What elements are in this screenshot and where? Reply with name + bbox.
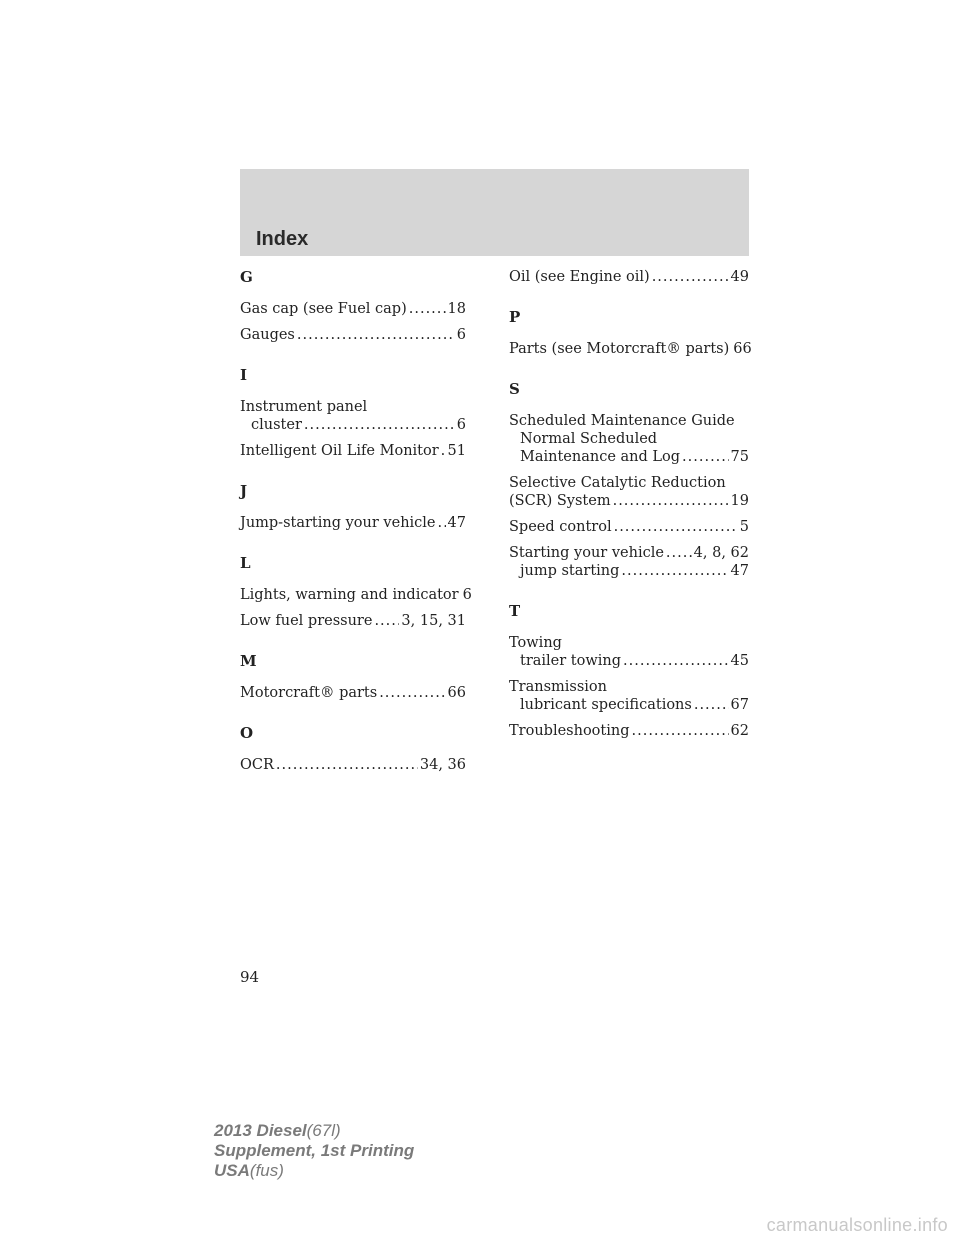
index-entry-label: Jump-starting your vehicle <box>240 515 436 531</box>
dot-leader <box>621 562 728 580</box>
index-entry-label: Intelligent Oil Life Monitor <box>240 443 439 459</box>
index-entry <box>240 514 466 532</box>
dot-leader <box>441 442 446 460</box>
index-entry <box>240 684 466 702</box>
index-entry <box>509 268 749 286</box>
index-entry <box>509 474 749 510</box>
index-entry-pages: 47 <box>447 515 466 531</box>
dot-leader <box>682 448 729 466</box>
index-entry-line <box>509 722 749 740</box>
index-entry-line <box>509 544 749 562</box>
index-entry <box>240 442 466 460</box>
index-entry <box>509 340 752 358</box>
index-entry-line <box>509 268 749 286</box>
index-entry-line <box>240 684 466 702</box>
index-entry-label: Motorcraft® parts <box>240 685 378 701</box>
index-entry-pages: 3, 15, 31 <box>401 613 466 629</box>
index-letter-heading: P <box>509 308 521 326</box>
index-entry-line <box>240 756 466 774</box>
index-letter-heading: J <box>240 482 248 500</box>
index-entry-pages: 18 <box>447 301 466 317</box>
index-entry-line <box>509 678 749 696</box>
dot-leader <box>276 756 418 774</box>
index-entry-label: Normal Scheduled <box>520 431 658 447</box>
index-letter-heading: S <box>509 380 520 398</box>
footer-market-code: (fus) <box>249 1161 284 1180</box>
index-entry-line <box>509 412 749 430</box>
index-entry-label: Scheduled Maintenance Guide <box>509 413 735 429</box>
index-entry-label: Lights, warning and indicator <box>240 587 459 603</box>
index-entry <box>240 586 472 604</box>
index-entry <box>240 612 466 630</box>
index-entry-pages: 34, 36 <box>419 757 466 773</box>
index-entry-pages: 49 <box>730 269 749 285</box>
index-entry-line <box>509 340 752 358</box>
index-entry-line <box>240 612 466 630</box>
index-entry-pages: 6 <box>462 587 472 603</box>
dot-leader <box>666 544 692 562</box>
index-entry <box>240 756 466 774</box>
index-entry-line <box>509 474 749 492</box>
index-entry-line <box>509 430 749 448</box>
print-footer <box>214 1121 414 1181</box>
index-entry-label: (SCR) System <box>509 493 611 509</box>
page-title: Index <box>256 228 309 250</box>
index-entry-label: cluster <box>251 417 302 433</box>
footer-market: USA <box>214 1161 250 1180</box>
page-number: 94 <box>240 968 260 986</box>
index-entry-line <box>509 652 749 670</box>
index-entry-pages: 66 <box>447 685 466 701</box>
index-entry-label: jump starting <box>520 563 620 579</box>
watermark[interactable]: carmanualsonline.info <box>766 1215 948 1235</box>
index-entry-label: OCR <box>240 757 274 773</box>
index-entry-pages: 66 <box>733 341 752 357</box>
index-letter-heading: M <box>240 652 257 670</box>
dot-leader <box>297 326 455 344</box>
index-entry-label: Instrument panel <box>240 399 368 415</box>
index-entry-line <box>240 586 472 604</box>
dot-leader <box>632 722 729 740</box>
index-letter-heading: I <box>240 366 248 384</box>
index-entry-label: Gas cap (see Fuel cap) <box>240 301 407 317</box>
index-entry-line <box>509 634 749 652</box>
index-entry-label: Parts (see Motorcraft® parts) <box>509 341 730 357</box>
dot-leader <box>623 652 729 670</box>
index-entry-label: Speed control <box>509 519 612 535</box>
index-entry-pages: 62 <box>730 723 749 739</box>
footer-printing: Supplement, 1st Printing <box>214 1141 415 1160</box>
index-letter-heading: L <box>240 554 251 572</box>
index-entry-pages: 6 <box>456 327 466 343</box>
dot-leader <box>374 612 399 630</box>
index-entry-label: Gauges <box>240 327 295 343</box>
index-entry-pages: 45 <box>730 653 749 669</box>
dot-leader <box>304 416 455 434</box>
index-entry-line <box>509 562 749 580</box>
index-entry-label: Selective Catalytic Reduction <box>509 475 726 491</box>
index-letter-heading: T <box>509 602 521 620</box>
index-entry-label: Low fuel pressure <box>240 613 373 629</box>
index-letter-heading: O <box>240 724 254 742</box>
index-entry <box>509 678 749 714</box>
index-entry-line <box>240 416 466 434</box>
index-entry-label: Maintenance and Log <box>520 449 681 465</box>
index-entry-line <box>240 326 466 344</box>
index-entry <box>509 634 749 670</box>
index-entry-label: lubricant specifications <box>520 697 692 713</box>
index-entry-pages: 67 <box>730 697 749 713</box>
index-entry-label: Troubleshooting <box>509 723 630 739</box>
index-entry <box>240 326 466 344</box>
index-entry-label: Oil (see Engine oil) <box>509 269 650 285</box>
index-entry <box>509 722 749 740</box>
dot-leader <box>379 684 445 702</box>
footer-code: (67l) <box>306 1121 341 1140</box>
index-entry-label: Transmission <box>509 679 608 695</box>
index-entry-line <box>240 300 466 318</box>
index-entry <box>509 412 749 466</box>
index-entry-line <box>240 442 466 460</box>
index-entry <box>240 398 466 434</box>
index-entry <box>240 300 466 318</box>
index-entry-pages: 5 <box>739 519 749 535</box>
index-entry-pages: 51 <box>447 443 466 459</box>
index-column-left <box>240 268 472 782</box>
index-entry-pages: 47 <box>730 563 749 579</box>
index-entry-pages: 19 <box>730 493 749 509</box>
dot-leader <box>652 268 729 286</box>
index-entry-pages: 4, 8, 62 <box>693 545 749 561</box>
footer-model: 2013 Diesel <box>214 1121 307 1140</box>
dot-leader <box>614 518 738 536</box>
index-entry-line <box>240 398 466 416</box>
index-entry-pages: 6 <box>456 417 466 433</box>
index-entry-line <box>509 518 749 536</box>
index-entry-label: trailer towing <box>520 653 622 669</box>
dot-leader <box>438 514 446 532</box>
dot-leader <box>409 300 446 318</box>
index-entry-label: Starting your vehicle <box>509 545 664 561</box>
dot-leader <box>694 696 729 714</box>
index-entry-line <box>509 492 749 510</box>
index-letter-heading: G <box>240 268 253 286</box>
index-entry-line <box>509 448 749 466</box>
index-entry <box>509 544 749 580</box>
index-entry-line <box>240 514 466 532</box>
dot-leader <box>613 492 729 510</box>
index-entry <box>509 518 749 536</box>
index-entry-line <box>509 696 749 714</box>
index-entry-pages: 75 <box>730 449 749 465</box>
header-band <box>240 169 749 256</box>
index-column-right <box>509 268 752 748</box>
index-entry-label: Towing <box>509 635 562 651</box>
